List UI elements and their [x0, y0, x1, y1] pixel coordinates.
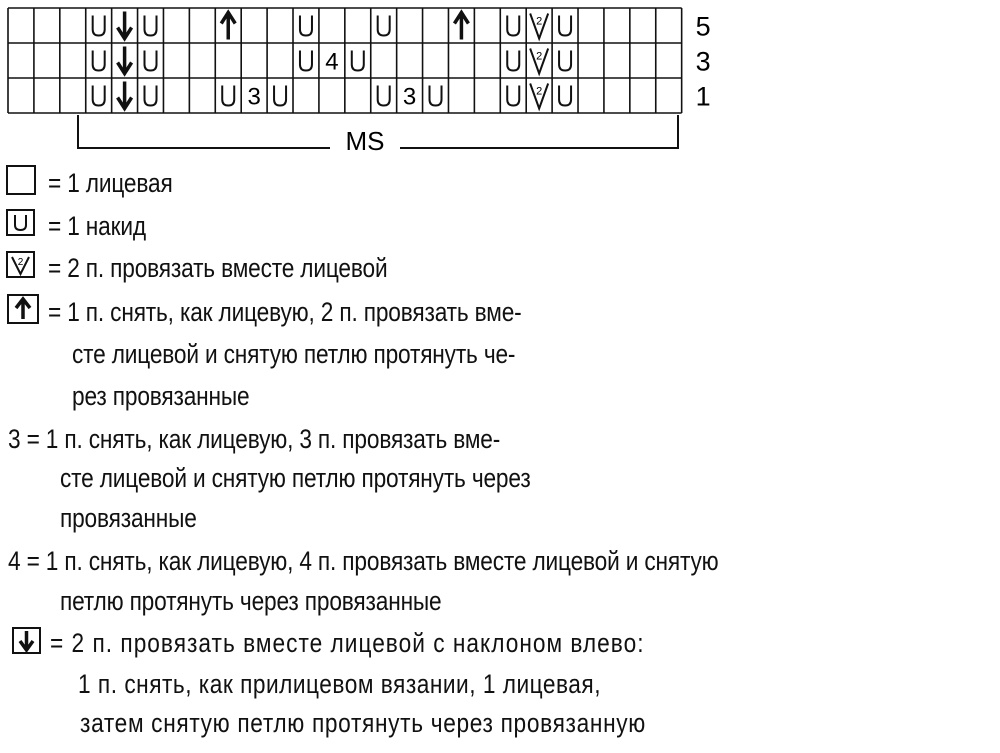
row-numbers: [696, 12, 711, 112]
row-number: 1: [695, 81, 711, 112]
yarn-over-icon: [6, 209, 36, 237]
chart-cell-yo: [222, 86, 234, 106]
chart-cell-yo: [300, 16, 312, 36]
chart-cell-yo: [274, 86, 286, 106]
chart-cell-yo: [93, 86, 105, 106]
chart-cell-yo: [559, 86, 571, 106]
chart-cell-yo: [559, 51, 571, 71]
chart-cell-yo: [93, 51, 105, 71]
legend-four-line-1: 4 = 1 п. снять, как лицевую, 4 п. провязать вместе лицевой и снятую: [8, 546, 719, 576]
chart-cell-k2tog: [530, 14, 548, 39]
ms-label: MS: [345, 126, 385, 156]
chart-cell-sk2p: [454, 13, 468, 40]
chart-cell-yo: [300, 51, 312, 71]
legend-yarn-over: = 1 накид: [48, 211, 146, 241]
chart-cell-sk2p: [221, 13, 235, 40]
legend-k2tog-left-line-3: затем снятую петлю протянуть через провязанную: [80, 708, 646, 738]
chart-cell-k2tog: [530, 84, 548, 109]
legend-three-line-1: 3 = 1 п. снять, как лицевую, 3 п. провязать вме-: [8, 424, 501, 454]
chart-cell-num: [403, 84, 416, 111]
legend-sk2p-line-3: рез провязанные: [72, 381, 250, 411]
legend-k2tog-left-line-2: 1 п. снять, как прилицевом вязании, 1 лицевая,: [78, 669, 602, 699]
svg-text:3: 3: [247, 83, 261, 111]
svg-text:2: 2: [17, 257, 24, 268]
chart-cell-yo: [507, 51, 519, 71]
legend-knit: = 1 лицевая: [48, 168, 173, 198]
k2tog-icon: [6, 251, 36, 279]
legend-k2tog-left-line-1: = 2 п. провязать вместе лицевой с наклоном влево:: [50, 628, 645, 658]
chart-cell-yo: [378, 86, 390, 106]
chart-cell-yo: [145, 86, 157, 106]
row-number: 5: [695, 11, 711, 42]
chart-cell-yo: [93, 16, 105, 36]
k2tog-left-arrow-icon: [12, 627, 42, 655]
chart-cell-num: [325, 49, 338, 76]
svg-text:2: 2: [536, 50, 543, 63]
legend-k2tog: = 2 п. провязать вместе лицевой: [48, 253, 388, 283]
chart-cell-yo: [145, 16, 157, 36]
ms-bracket: [78, 115, 678, 156]
chart-cell-yo: [430, 86, 442, 106]
knit-square-icon: [6, 165, 36, 195]
svg-text:2: 2: [536, 15, 543, 28]
chart-cell-yo: [507, 86, 519, 106]
chart-cell-yo: [378, 16, 390, 36]
legend-sk2p-line-1: = 1 п. снять, как лицевую, 2 п. провязать вме-: [48, 297, 522, 327]
chart-cell-yo: [559, 16, 571, 36]
chart-cell-yo: [145, 51, 157, 71]
svg-text:2: 2: [536, 85, 543, 98]
legend-four-line-2: петлю протянуть через провязанные: [60, 586, 442, 616]
chart-cell-k2tog-left: [118, 82, 132, 109]
legend-three-line-2: сте лицевой и снятую петлю протянуть через: [60, 463, 531, 493]
sk2p-arrow-icon: [7, 294, 39, 324]
svg-text:4: 4: [325, 48, 339, 76]
chart-cell-num: [247, 84, 260, 111]
chart-cell-yo: [507, 16, 519, 36]
chart-cell-k2tog: [530, 49, 548, 74]
chart-cell-k2tog-left: [118, 47, 132, 74]
chart-cell-k2tog-left: [118, 12, 132, 39]
chart-grid: [8, 8, 682, 113]
chart-symbols: [93, 12, 571, 111]
row-number: 3: [695, 46, 711, 77]
legend-three-line-3: провязанные: [60, 503, 197, 533]
knitting-chart: [0, 0, 1000, 160]
legend-sk2p-line-2: сте лицевой и снятую петлю протянуть че-: [72, 339, 516, 369]
svg-text:3: 3: [402, 83, 417, 111]
chart-cell-yo: [352, 51, 364, 71]
